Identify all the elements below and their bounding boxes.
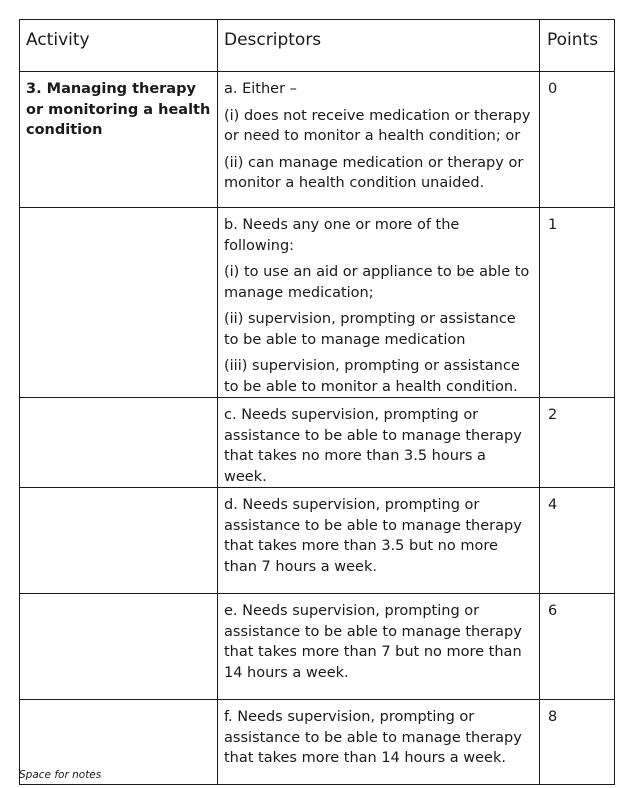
points-cell: 1: [540, 208, 615, 398]
table-row: [20, 594, 615, 700]
activity-cell: [20, 594, 218, 700]
table-row: [20, 72, 615, 208]
points-cell: 8: [540, 700, 615, 785]
activity-cell: [20, 488, 218, 594]
descriptor-cell: [218, 488, 540, 594]
activity-cell: [20, 398, 218, 488]
descriptor-line: (iii) supervision, prompting or assistance to be able to monitor a health condition.: [224, 358, 520, 395]
descriptor-line: a. Either –: [224, 81, 297, 97]
descriptor-line: c. Needs supervision, prompting or assistance to be able to manage therapy that takes no more than 3.5 hours a week.: [224, 407, 522, 485]
activity-cell: [20, 72, 218, 208]
descriptors-column-header: Descriptors: [218, 20, 540, 72]
descriptor-cell: [218, 700, 540, 785]
points-cell: 6: [540, 594, 615, 700]
descriptor-line: (ii) supervision, prompting or assistance to be able to manage medication: [224, 311, 516, 348]
descriptor-line: (i) to use an aid or appliance to be able to manage medication;: [224, 264, 530, 301]
activity-title: 3. Managing therapy or monitoring a health condition: [26, 81, 211, 138]
descriptor-line: (ii) can manage medication or therapy or monitor a health condition unaided.: [224, 154, 524, 191]
descriptor-cell: [218, 594, 540, 700]
descriptor-table: [19, 19, 615, 785]
points-cell: 0: [540, 72, 615, 208]
descriptor-cell: [218, 398, 540, 488]
descriptor-line: b. Needs any one or more of the following:: [224, 217, 460, 254]
descriptor-line: (i) does not receive medication or therapy or need to monitor a health condition; or: [224, 107, 531, 144]
table-row: [20, 700, 615, 785]
descriptor-line: d. Needs supervision, prompting or assistance to be able to manage therapy that takes more than 3.5 but no more than 7 hours a week.: [224, 497, 522, 575]
descriptor-cell: [218, 208, 540, 398]
activity-column-header: Activity: [20, 20, 218, 72]
descriptor-line: e. Needs supervision, prompting or assistance to be able to manage therapy that takes more than 7 but no more than 14 hours a week.: [224, 603, 522, 681]
points-column-header: Points: [540, 20, 615, 72]
points-cell: 4: [540, 488, 615, 594]
table-row: [20, 208, 615, 398]
table-row: [20, 488, 615, 594]
table-row: [20, 398, 615, 488]
descriptor-cell: [218, 72, 540, 208]
space-for-notes-label: Space for notes: [19, 769, 102, 781]
table-header-row: [20, 20, 615, 72]
points-cell: 2: [540, 398, 615, 488]
activity-cell: [20, 208, 218, 398]
descriptor-line: f. Needs supervision, prompting or assistance to be able to manage therapy that takes more than 14 hours a week.: [224, 709, 522, 766]
